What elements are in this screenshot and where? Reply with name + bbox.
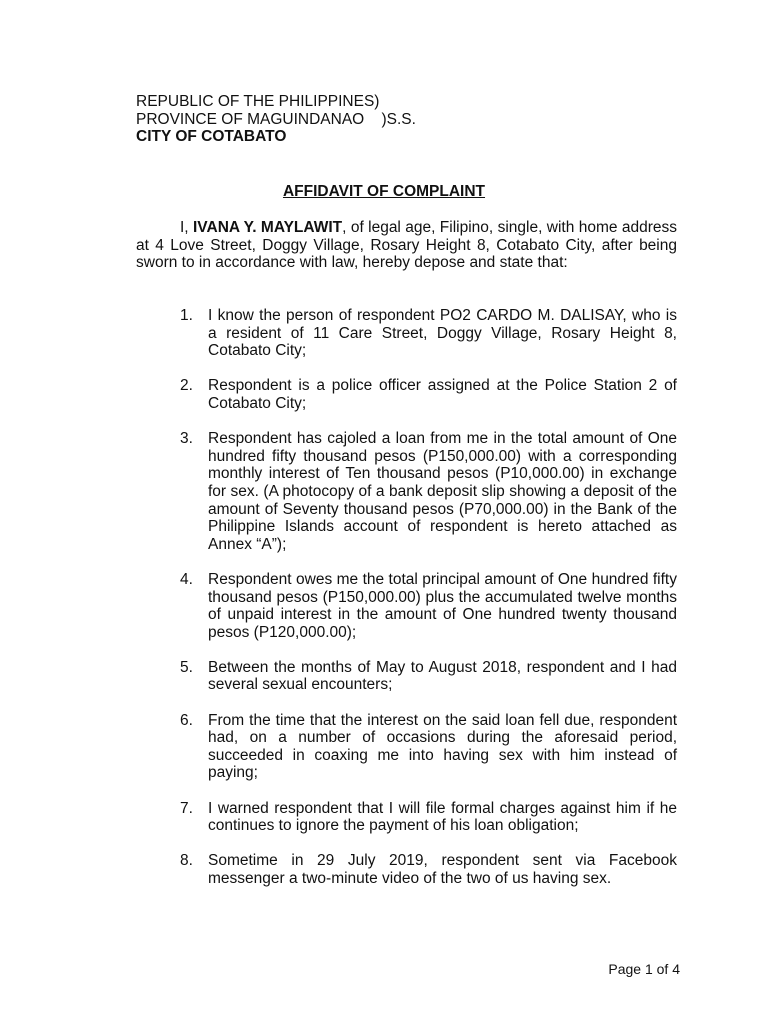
item-text: From the time that the interest on the said loan fell due, respondent had, on a number of occasions during the aforesaid period, succeeded in coaxing me into having sex with him instead of paying;: [208, 711, 677, 782]
item-number: 8.: [180, 852, 193, 870]
list-item: [136, 800, 677, 835]
document-title: AFFIDAVIT OF COMPLAINT: [282, 183, 486, 200]
list-item: [136, 852, 677, 887]
page-number: Page 1 of 4: [608, 961, 680, 977]
item-text: Sometime in 29 July 2019, respondent sent via Facebook messenger a two-minute video of the two of us having sex.: [208, 852, 677, 887]
item-text: I warned respondent that I will file formal charges against him if he continues to ignore the payment of his loan obligation;: [208, 799, 677, 835]
allegations-list: [136, 307, 677, 905]
caption-republic: REPUBLIC OF THE PHILIPPINES): [136, 93, 380, 110]
intro-prefix: I,: [180, 219, 193, 236]
item-text: Respondent is a police officer assigned at the Police Station 2 of Cotabato City;: [208, 377, 677, 412]
item-text: Respondent owes me the total principal amount of One hundred fifty thousand pesos (P150,000.00) plus the accumulated twelve months of unpaid interest in the amount of One hundred twenty thousand pesos (P120,000.00);: [208, 570, 677, 641]
item-number: 6.: [180, 711, 193, 729]
venue-caption: [136, 93, 436, 146]
item-text: I know the person of respondent PO2 CARDO M. DALISAY, who is a resident of 11 Care Street, Doggy Village, Rosary Height 8, Cotabato City;: [208, 307, 677, 360]
item-number: 7.: [180, 799, 193, 817]
list-item: [136, 571, 677, 641]
item-number: 2.: [180, 377, 193, 395]
intro-paragraph: [136, 219, 677, 272]
item-number: 4.: [180, 570, 193, 588]
list-item: [136, 307, 677, 360]
list-item: [136, 430, 677, 553]
list-item: [136, 659, 677, 694]
affiant-name: IVANA Y. MAYLAWIT: [193, 219, 343, 236]
caption-province: PROVINCE OF MAGUINDANAO )S.S.: [136, 110, 416, 128]
item-text: Between the months of May to August 2018, respondent and I had several sexual encounters;: [208, 658, 677, 694]
item-number: 3.: [180, 430, 193, 448]
list-item: [136, 712, 677, 782]
intro-text: , of legal age, Filipino, single, with home address at 4 Love Street, Doggy Village, Rosary Height 8, Cotabato City, after being sworn to in accordance with law, hereby depose and state that:: [136, 219, 678, 272]
item-number: 5.: [180, 658, 193, 676]
item-text: Respondent has cajoled a loan from me in the total amount of One hundred fifty thousand pesos (P150,000.00) with a corresponding monthly interest of Ten thousand pesos (P10,000.00) in exchange for sex. (A photocopy of a bank deposit slip showing a deposit of the amount of Seventy thousand pesos (P70,000.00) in the Bank of the Philippine Islands account of respondent is hereto attached as Annex “A”);: [208, 430, 677, 553]
list-item: [136, 377, 677, 412]
item-number: 1.: [180, 307, 193, 324]
caption-city: CITY OF COTABATO: [136, 128, 287, 146]
